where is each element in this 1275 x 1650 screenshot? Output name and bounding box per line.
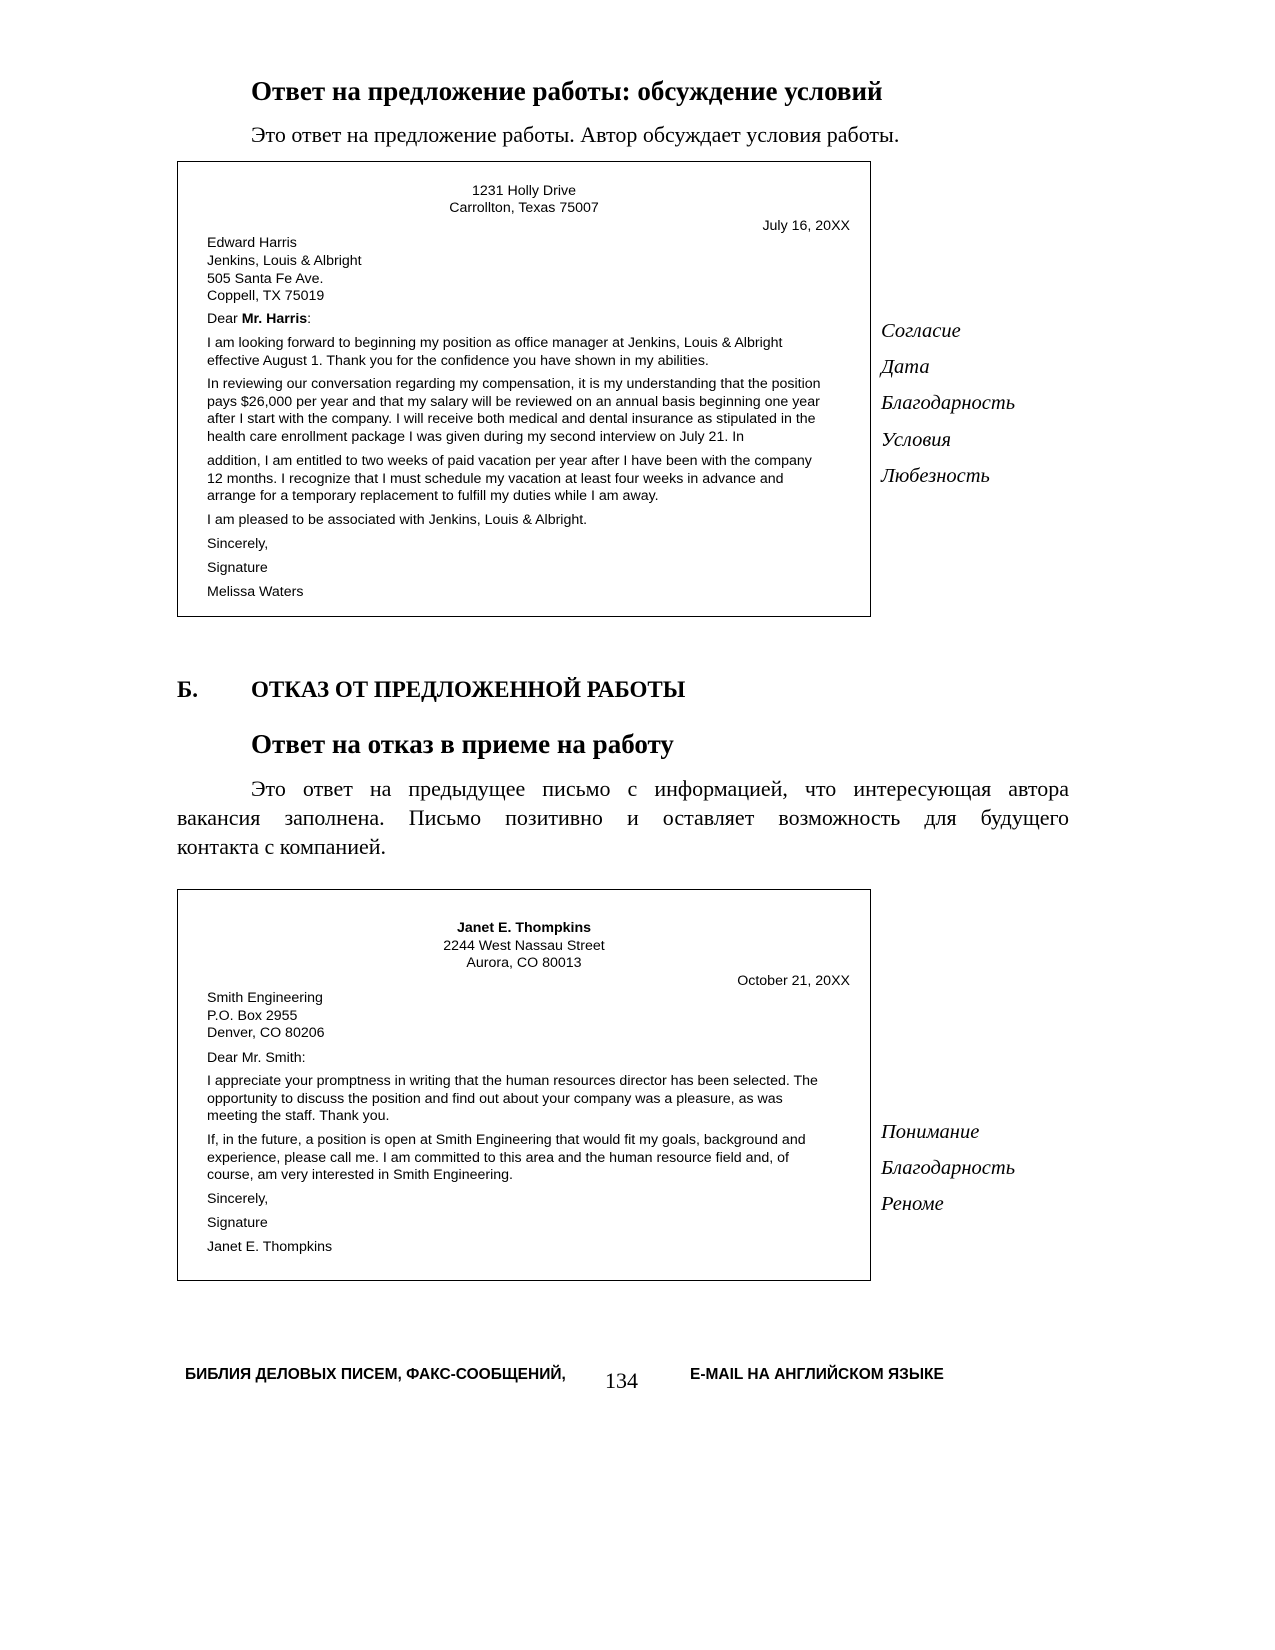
margin-note: Реноме	[881, 1193, 944, 1215]
closing: Sincerely,	[207, 536, 269, 552]
salutation: Dear Mr. Harris:	[207, 311, 312, 327]
salutation: Dear Mr. Smith:	[207, 1050, 306, 1066]
signature: Signature	[207, 560, 268, 576]
recipient-line: P.O. Box 2955	[207, 1008, 298, 1024]
signature: Signature	[207, 1215, 268, 1231]
intro-line: Это ответ на предыдущее письмо с информацией, что интересующая автора	[251, 776, 1069, 801]
intro-line: вакансия заполнена. Письмо позитивно и оставляет возможность для будущего	[177, 805, 1069, 830]
page-number: 134	[605, 1368, 638, 1393]
margin-note: Благодарность	[881, 1157, 1016, 1179]
paragraph-line: 12 months. I recognize that I must schedule my vacation at least four weeks in advance and	[207, 471, 784, 487]
paragraph-line: pays $26,000 per year and that my salary will be reviewed on an annual basis beginning one year	[207, 394, 820, 410]
margin-note: Благодарность	[881, 392, 1016, 414]
recipient-line: Edward Harris	[207, 235, 297, 251]
margin-note: Понимание	[881, 1121, 980, 1143]
section-heading-text: ОТКАЗ ОТ ПРЕДЛОЖЕННОЙ РАБОТЫ	[251, 677, 686, 702]
section-title: Ответ на предложение работы: обсуждение условий	[251, 76, 883, 106]
paragraph-line: I appreciate your promptness in writing that the human resources director has been selected. The	[207, 1073, 818, 1089]
sender-city: Carrollton, Texas 75007	[449, 200, 599, 216]
section-intro	[177, 774, 1069, 861]
section-intro: Это ответ на предложение работы. Автор обсуждает условия работы.	[251, 122, 900, 147]
intro-line: контакта с компанией.	[177, 834, 386, 859]
salutation-name: Mr. Harris	[241, 311, 308, 327]
paragraph-line: In reviewing our conversation regarding my compensation, it is my understanding that the position	[207, 376, 821, 392]
margin-note: Дата	[881, 356, 930, 378]
paragraph-line: If, in the future, a position is open at Smith Engineering that would fit my goals, background and	[207, 1132, 806, 1148]
recipient-line: Smith Engineering	[207, 990, 323, 1006]
paragraph-line: I am looking forward to beginning my position as office manager at Jenkins, Louis & Albright	[207, 335, 783, 351]
sender-street: 2244 West Nassau Street	[443, 938, 605, 954]
paragraph-line: experience, please call me. I am committed to this area and the human resource field and, of	[207, 1150, 789, 1166]
paragraph-line: addition, I am entitled to two weeks of paid vacation per year after I have been with the company	[207, 453, 812, 469]
paragraph-line: effective August 1. Thank you for the confidence you have shown in my abilities.	[207, 353, 709, 369]
margin-note: Согласие	[881, 320, 961, 342]
paragraph-line: course, am very interested in Smith Engineering.	[207, 1167, 513, 1183]
paragraph-line: opportunity to discuss the position and find out about your company was a pleasure, as was	[207, 1091, 783, 1107]
sender-street: 1231 Holly Drive	[471, 183, 577, 199]
paragraph-line: health care enrollment package I was given during my second interview on July 21. In	[207, 429, 745, 445]
margin-note: Условия	[881, 429, 952, 451]
section-label: Б.	[177, 677, 198, 702]
sender-city: Aurora, CO 80013	[466, 955, 582, 971]
paragraph-line: arrange for a temporary replacement to fulfill my duties while I am away.	[207, 488, 659, 504]
footer-left: БИБЛИЯ ДЕЛОВЫХ ПИСЕМ, ФАКС-СООБЩЕНИЙ,	[185, 1366, 566, 1383]
section-title: Ответ на отказ в приеме на работу	[251, 729, 674, 759]
recipient-line: Denver, CO 80206	[207, 1025, 325, 1041]
sender-name: Janet E. Thompkins	[207, 1239, 333, 1255]
closing: Sincerely,	[207, 1191, 269, 1207]
footer-right: E-MAIL НА АНГЛИЙСКОМ ЯЗЫКЕ	[690, 1366, 944, 1383]
paragraph-line: I am pleased to be associated with Jenkins, Louis & Albright.	[207, 512, 588, 528]
letter-date: October 21, 20XX	[737, 973, 850, 989]
recipient-line: Jenkins, Louis & Albright	[207, 253, 362, 269]
recipient-line: Coppell, TX 75019	[207, 288, 325, 304]
letter-date: July 16, 20XX	[762, 218, 850, 234]
margin-note: Любезность	[881, 465, 990, 487]
sender-name: Melissa Waters	[207, 584, 304, 600]
recipient-line: 505 Santa Fe Ave.	[207, 271, 324, 287]
paragraph-line: after I start with the company. I will receive both medical and dental insurance as stipulated in the	[207, 411, 816, 427]
sender-name-header: Janet E. Thompkins	[456, 920, 592, 936]
paragraph-line: meeting the staff. Thank you.	[207, 1108, 390, 1124]
